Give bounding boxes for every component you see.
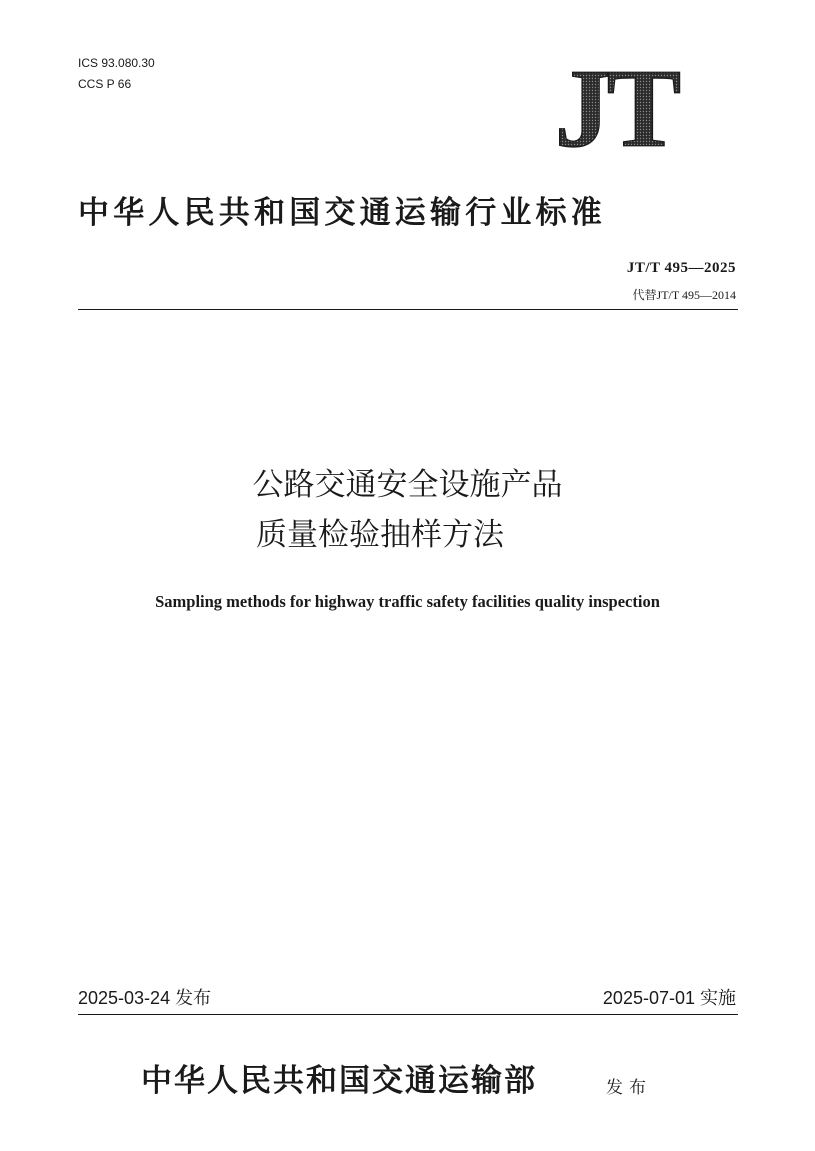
- document-title-line-1: 公路交通安全设施产品: [252, 467, 563, 502]
- publisher-name: 中华人民共和国交通运输部: [141, 1063, 537, 1098]
- issue-date: 2025-03-24 发布: [78, 988, 212, 1008]
- standard-replaces: 代替JT/T 495—2014: [632, 288, 736, 302]
- header-divider: [78, 309, 738, 310]
- footer-divider: [78, 1014, 738, 1015]
- jt-logo-text: JT: [554, 62, 678, 154]
- publish-label: 发布: [606, 1078, 652, 1097]
- implementation-date: 2025-07-01 实施: [602, 988, 736, 1008]
- english-title: Sampling methods for highway traffic safety facilities quality inspection: [155, 592, 660, 611]
- document-title-line-2: 质量检验抽样方法: [256, 517, 504, 552]
- authority-title: 中华人民共和国交通运输行业标准: [78, 195, 606, 230]
- jt-logo: [534, 62, 698, 154]
- ccs-code: CCS P 66: [78, 77, 132, 91]
- ics-code: ICS 93.080.30: [78, 56, 155, 70]
- standard-number: JT/T 495—2025: [626, 260, 736, 276]
